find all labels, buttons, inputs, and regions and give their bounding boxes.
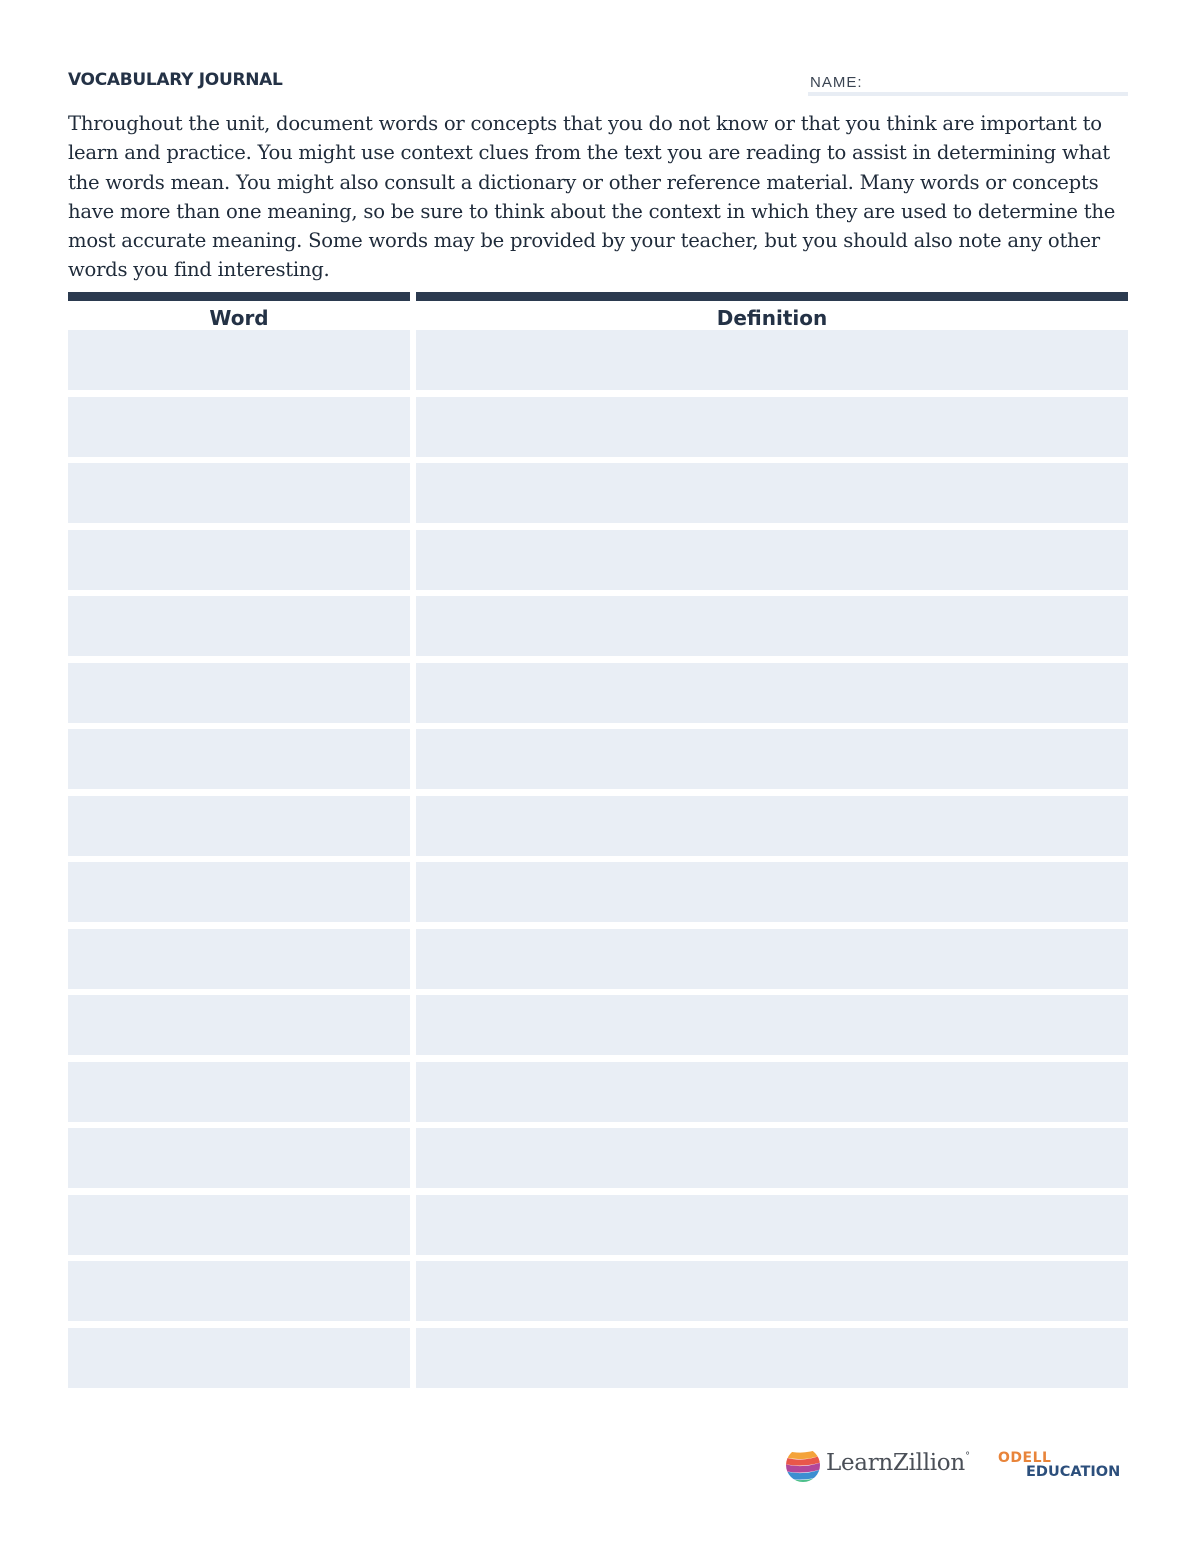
table-row <box>68 729 1128 789</box>
odell-wordmark: ODELL <box>998 1450 1052 1466</box>
definition-cell[interactable] <box>416 1261 1128 1321</box>
education-wordmark: EDUCATION <box>1026 1464 1121 1480</box>
definition-cell[interactable] <box>416 862 1128 922</box>
table-row <box>68 929 1128 989</box>
word-column-bar <box>68 292 410 301</box>
word-cell[interactable] <box>68 1328 410 1388</box>
table-row <box>68 463 1128 523</box>
word-cell[interactable] <box>68 1062 410 1122</box>
table-row <box>68 1261 1128 1321</box>
definition-cell[interactable] <box>416 1128 1128 1188</box>
definition-cell[interactable] <box>416 663 1128 723</box>
name-field[interactable] <box>808 92 1128 96</box>
instructions-paragraph: Throughout the unit, document words or concepts that you do not know or that you think are important to learn and practice. You might use context clues from the text you are reading to assist in determining what the words mean. You might also consult a dictionary or other reference material. Many words or concepts have more than one meaning, so be sure to think about the context in which they are used to determine the most accurate meaning. Some words may be provided by your teacher, but you should also note any other words you find interesting. <box>68 112 1116 282</box>
table-row <box>68 1062 1128 1122</box>
table-row <box>68 862 1128 922</box>
table-row <box>68 596 1128 656</box>
word-cell[interactable] <box>68 663 410 723</box>
table-row <box>68 663 1128 723</box>
definition-column-header: Definition <box>716 306 828 330</box>
definition-cell[interactable] <box>416 1328 1128 1388</box>
learnzillion-wordmark: LearnZillion˚ <box>826 1450 971 1476</box>
learnzillion-logo-icon <box>784 1446 822 1484</box>
definition-column-bar <box>416 292 1128 301</box>
definition-cell[interactable] <box>416 796 1128 856</box>
page-title: VOCABULARY JOURNAL <box>68 70 283 90</box>
definition-cell[interactable] <box>416 330 1128 390</box>
definition-cell[interactable] <box>416 463 1128 523</box>
word-cell[interactable] <box>68 463 410 523</box>
word-cell[interactable] <box>68 330 410 390</box>
word-cell[interactable] <box>68 929 410 989</box>
definition-cell[interactable] <box>416 1195 1128 1255</box>
table-row <box>68 330 1128 390</box>
table-row <box>68 995 1128 1055</box>
table-body <box>68 330 1128 1394</box>
word-cell[interactable] <box>68 995 410 1055</box>
definition-cell[interactable] <box>416 1062 1128 1122</box>
definition-cell[interactable] <box>416 397 1128 457</box>
definition-cell[interactable] <box>416 729 1128 789</box>
table-row <box>68 796 1128 856</box>
word-cell[interactable] <box>68 1195 410 1255</box>
word-cell[interactable] <box>68 796 410 856</box>
table-row <box>68 1128 1128 1188</box>
table-row <box>68 530 1128 590</box>
word-cell[interactable] <box>68 729 410 789</box>
definition-cell[interactable] <box>416 530 1128 590</box>
page-header <box>68 66 1128 96</box>
word-cell[interactable] <box>68 397 410 457</box>
word-column-header: Word <box>209 306 269 330</box>
definition-cell[interactable] <box>416 995 1128 1055</box>
table-row <box>68 397 1128 457</box>
table-row <box>68 1328 1128 1388</box>
word-cell[interactable] <box>68 1261 410 1321</box>
table-row <box>68 1195 1128 1255</box>
word-cell[interactable] <box>68 862 410 922</box>
footer-logos <box>782 1446 1132 1490</box>
definition-cell[interactable] <box>416 929 1128 989</box>
word-cell[interactable] <box>68 530 410 590</box>
word-cell[interactable] <box>68 1128 410 1188</box>
definition-cell[interactable] <box>416 596 1128 656</box>
name-label: NAME: <box>810 74 863 91</box>
word-cell[interactable] <box>68 596 410 656</box>
